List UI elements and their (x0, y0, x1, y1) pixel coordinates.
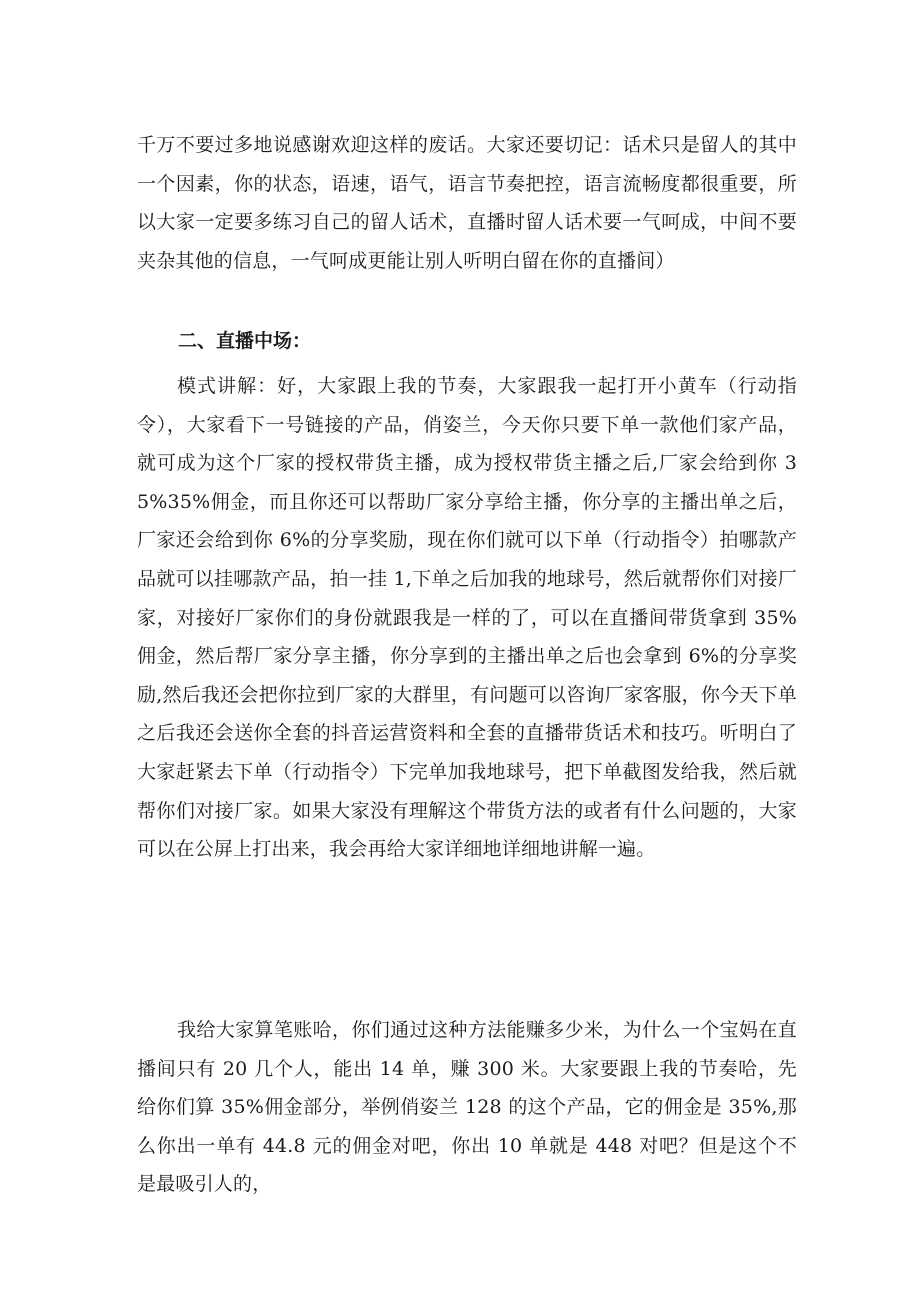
paragraph-opening-advice: 千万不要过多地说感谢欢迎这样的废话。大家还要切记：话术只是留人的其中一个因素，你的状态，语速，语气，语言节奏把控，语言流畅度都很重要，所以大家一定要多练习自己的留人话术，直播时留人话术要一气呵成，中间不要夹杂其他的信息，一气呵成更能让别人听明白留在你的直播间） (137, 134, 797, 272)
paragraph-earnings-calculation: 我给大家算笔账哈，你们通过这种方法能赚多少米，为什么一个宝妈在直播间只有 20 几个人，能出 14 单，赚 300 米。大家要跟上我的节奏哈，先给你们算 35%佣金部分，举例俏姿兰 128 的这个产品，它的佣金是 35%,那么你出一单有 44.8 元的佣金对吧，你出 10 单就是 448 对吧？但是这个不是最吸引人的， (137, 1019, 797, 1196)
section-heading: 二、直播中场： (178, 330, 312, 352)
paragraph-mode-explanation: 模式讲解：好，大家跟上我的节奏，大家跟我一起打开小黄车（行动指令），大家看下一号链接的产品，俏姿兰，今天你只要下单一款他们家产品，就可成为这个厂家的授权带货主播，成为授权带货主播之后,厂家会给到你 35%35%佣金，而且你还可以帮助厂家分享给主播，你分享的主播出单之后，厂家还会给到你 6%的分享奖励，现在你们就可以下单（行动指令）拍哪款产品就可以挂哪款产品，拍一挂 1,下单之后加我的地球号，然后就帮你们对接厂家，对接好厂家你们的身份就跟我是一样的了，可以在直播间带货拿到 35%佣金，然后帮厂家分享主播，你分享到的主播出单之后也会拿到 6%的分享奖励,然后我还会把你拉到厂家的大群里，有问题可以咨询厂家客服，你今天下单之后我还会送你全套的抖音运营资料和全套的直播带货话术和技巧。听明白了大家赶紧去下单（行动指令）下完单加我地球号，把下单截图发给我，然后就帮你们对接厂家。如果大家没有理解这个带货方法的或者有什么问题的，大家可以在公屏上打出来，我会再给大家详细地详细地讲解一遍。 (137, 375, 797, 861)
